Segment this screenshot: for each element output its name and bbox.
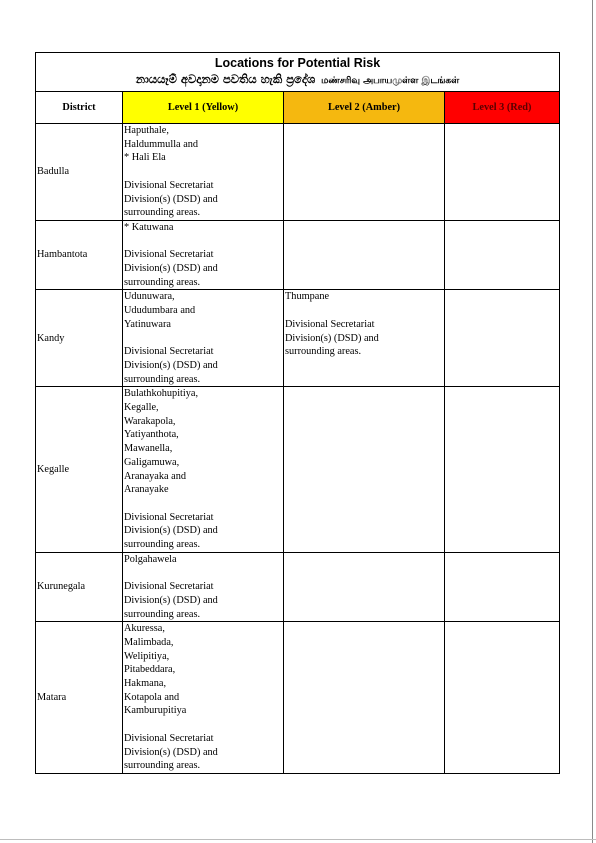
location-name: Mawanella, <box>124 443 173 455</box>
dsd-note: Division(s) (DSD) and <box>124 193 218 205</box>
location-name: * Hali Ela <box>124 152 166 164</box>
page-edge <box>592 0 593 843</box>
risk-locations-table <box>35 52 560 774</box>
header-level1-yellow: Level 1 (Yellow) <box>123 92 284 124</box>
table-row <box>36 220 560 290</box>
dsd-note: surrounding areas. <box>124 760 201 772</box>
dsd-note: surrounding areas. <box>285 346 362 358</box>
dsd-note: surrounding areas. <box>124 207 201 219</box>
level1-cell <box>123 387 284 552</box>
table-row <box>36 622 560 774</box>
location-name: Udunuwara, <box>124 291 175 303</box>
table-row <box>36 387 560 552</box>
location-name: Akuressa, <box>124 623 165 635</box>
dsd-note: Divisional Secretariat <box>124 346 214 358</box>
district-cell: Kurunegala <box>36 552 123 622</box>
table-row <box>36 552 560 622</box>
dsd-note: Divisional Secretariat <box>124 249 214 261</box>
level3-cell <box>445 124 560 221</box>
level2-cell <box>284 290 445 387</box>
line-gap <box>124 332 282 346</box>
location-name: * Katuwana <box>124 221 174 233</box>
location-name: Thumpane <box>285 291 330 303</box>
location-name: Galigamuwa, <box>124 456 180 468</box>
location-name: Kegalle, <box>124 402 159 414</box>
location-name: Polgahawela <box>124 553 177 565</box>
level2-cell <box>284 387 445 552</box>
level3-cell <box>445 387 560 552</box>
line-gap <box>124 718 282 732</box>
line-gap <box>124 497 282 511</box>
location-name: Yatinuwara <box>124 318 171 330</box>
location-name: Aranayake <box>124 484 169 496</box>
dsd-note: Division(s) (DSD) and <box>124 746 218 758</box>
district-cell: Badulla <box>36 124 123 221</box>
district-cell: Matara <box>36 622 123 774</box>
district-cell: Kegalle <box>36 387 123 552</box>
location-name: Haputhale, <box>124 125 169 136</box>
level2-cell <box>284 552 445 622</box>
dsd-note: surrounding areas. <box>124 373 201 385</box>
title-english: Locations for Potential Risk <box>214 56 381 70</box>
header-row <box>36 92 560 124</box>
level2-cell <box>284 124 445 221</box>
header-level3-red: Level 3 (Red) <box>445 92 560 124</box>
line-gap <box>124 235 282 249</box>
dsd-note: Division(s) (DSD) and <box>124 594 218 606</box>
dsd-note: Divisional Secretariat <box>124 179 214 191</box>
table-row <box>36 290 560 387</box>
location-name: Bulathkohupitiya, <box>124 388 199 400</box>
level2-cell <box>284 622 445 774</box>
level1-cell <box>123 290 284 387</box>
level3-cell <box>445 552 560 622</box>
dsd-note: Division(s) (DSD) and <box>124 525 218 537</box>
level3-cell <box>445 622 560 774</box>
level2-cell <box>284 220 445 290</box>
header-district: District <box>36 92 123 124</box>
location-name: Malimbada, <box>124 636 174 648</box>
line-gap <box>124 165 282 179</box>
location-name: Welipitiya, <box>124 650 170 662</box>
district-cell: Hambantota <box>36 220 123 290</box>
location-name: Kamburupitiya <box>124 705 187 717</box>
title-row <box>36 53 560 92</box>
district-cell: Kandy <box>36 290 123 387</box>
title-local <box>37 71 558 89</box>
page-edge-bottom <box>0 839 596 840</box>
location-name: Aranayaka and <box>124 470 187 482</box>
dsd-note: Divisional Secretariat <box>124 732 214 744</box>
header-level2-amber: Level 2 (Amber) <box>284 92 445 124</box>
dsd-note: Divisional Secretariat <box>285 318 375 330</box>
dsd-note: Divisional Secretariat <box>124 581 214 593</box>
dsd-note: surrounding areas. <box>124 276 201 288</box>
dsd-note: Division(s) (DSD) and <box>124 359 218 371</box>
location-name: Haldummulla and <box>124 138 199 150</box>
line-gap <box>285 304 443 318</box>
location-name: Kotapola and <box>124 691 180 703</box>
location-name: Hakmana, <box>124 678 167 690</box>
location-name: Warakapola, <box>124 415 176 427</box>
location-name: Ududumbara and <box>124 305 196 317</box>
table-row <box>36 124 560 221</box>
location-name: Yatiyanthota, <box>124 429 179 441</box>
dsd-note: Divisional Secretariat <box>124 511 214 523</box>
title-sinhala: නායයෑම් අවදානම පවතිය හැකි ප්‍රදේශ <box>135 72 316 86</box>
level1-cell <box>123 622 284 774</box>
title-tamil: மண்சரிவு அபாயமுள்ள இடங்கள் <box>321 76 460 86</box>
level3-cell <box>445 220 560 290</box>
level3-cell <box>445 290 560 387</box>
title-cell <box>36 53 560 92</box>
location-name: Pitabeddara, <box>124 664 176 676</box>
dsd-note: surrounding areas. <box>124 539 201 551</box>
level1-cell <box>123 124 284 221</box>
level1-cell <box>123 220 284 290</box>
dsd-note: Division(s) (DSD) and <box>285 332 379 344</box>
line-gap <box>124 566 282 580</box>
dsd-note: surrounding areas. <box>124 608 201 620</box>
level1-cell <box>123 552 284 622</box>
dsd-note: Division(s) (DSD) and <box>124 263 218 274</box>
